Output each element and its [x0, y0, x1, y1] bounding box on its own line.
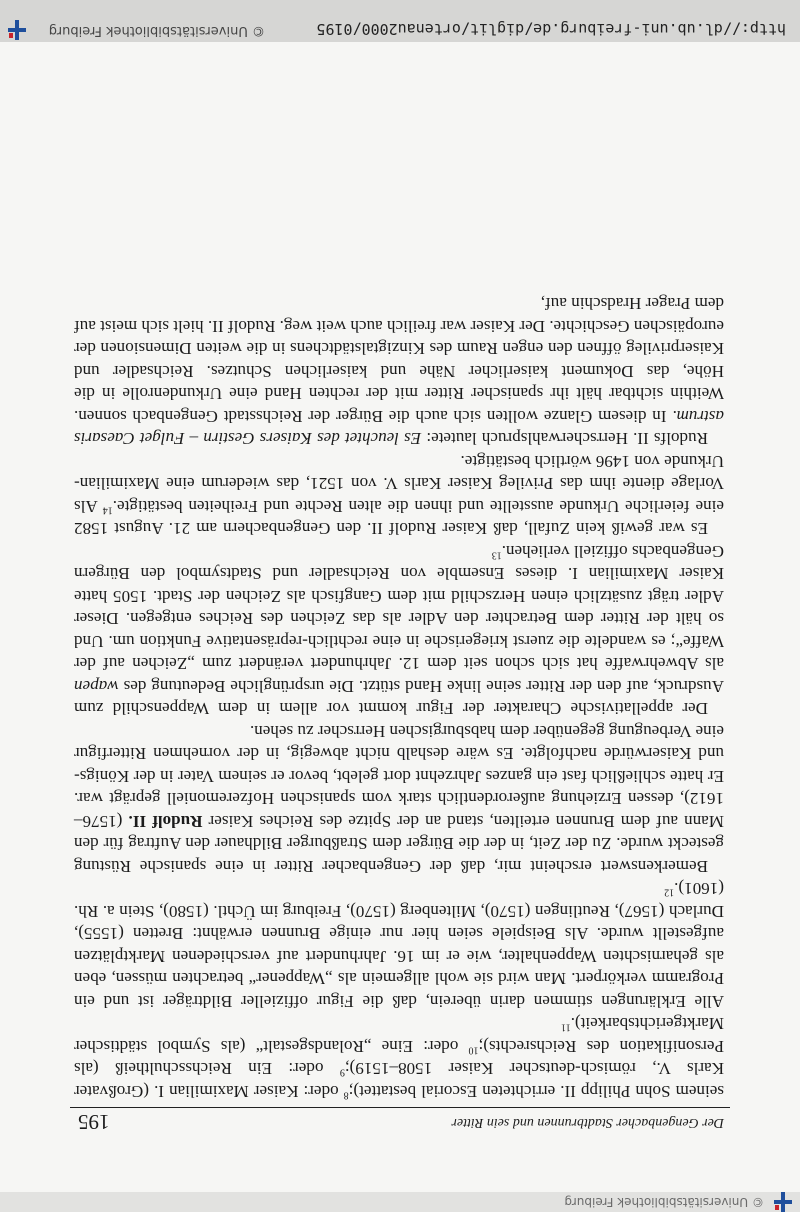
text-run: oder: Eine „Rolandsgestalt“ (als Symbol städtischer Marktgerichtsbarkeit). — [74, 1014, 724, 1056]
ub-freiburg-logo-icon — [8, 20, 26, 40]
text-run: Als Vorlage diente ihm das Privileg Kaiser Karls V. von 1521, das wiederum eine Maximilian-Urkunde von 1496 wörtlich bestätigte. — [73, 452, 724, 516]
text-run: oder: Kaiser Maximilian I. (Großvater Karls V., römisch-deutscher Kaiser 1508–1519); — [74, 1059, 724, 1101]
paragraph — [74, 540, 724, 720]
text-run: Alle Erklärungen stimmen darin überein, daß die Figur offizieller Bildträger ist und ein Programm verkörpert. Man wird sie wohl allgemein als „Wappener“ betrachten müssen, eben als geharnischten Wappenhalter, wie er im 16. Jahrhundert auf verschiedenen Marktplätzen aufgestellt wurde. Als Beispiele seien hier nur einige Brunnen erwähnt: Bretten (1555), Durlach (1567), Reutlingen (1570), Miltenberg (1570), Freiburg im Üchtl. (1580), Stein a. Rh. (1601). — [74, 879, 724, 1011]
footnote-ref: 10 — [468, 1044, 479, 1056]
top-copyright: © Universitätsbibliothek Freiburg — [564, 1195, 764, 1209]
footnote-ref: 11 — [561, 1022, 571, 1034]
footer-bar — [0, 0, 800, 42]
text-run: Bemerkenswert erscheint mir, daß der Gengenbacher Ritter in eine spanische Rüstung gesteckt wurde. Zu der Zeit, in der die Bürger dem Straßburger Bildhauer den Auftrag für den Mann auf dem Brunnen erteilten, stand an der Spitze des Reiches Kaiser — [74, 812, 724, 876]
top-strip — [0, 1192, 800, 1212]
text-run: (1576–1612), dessen Erziehung außerordentlich stark vom spanischen Hofzeremoniell geprägt war. Er hatte schließlich fast ein ganzes Jahrzehnt dort gelebt, bevor er seinem Vater in der Königs- und Kaiserwürde nachfolgte. Es wäre deshalb nicht abwegig, in der vornehmen Ritterfigur eine Verbeugung gegenüber dem habsburgischen Herrscher zu sehen. — [73, 722, 724, 831]
ub-freiburg-logo-icon — [774, 1192, 792, 1212]
running-header — [70, 1107, 730, 1132]
footer-copyright: © Universitätsbibliothek Freiburg — [48, 23, 265, 38]
paragraph — [74, 720, 724, 878]
source-url-link[interactable]: http://dl.ub.uni-freiburg.de/diglit/ortenau2000/0195 — [316, 20, 786, 38]
page-number: 195 — [78, 1110, 110, 1134]
footnote-ref: 9 — [339, 1067, 345, 1079]
text-run: Rudolfs II. Herrscherwahlspruch lautete: — [421, 429, 708, 449]
italic-text: wapen — [74, 677, 119, 696]
footnote-ref: 8 — [343, 1089, 349, 1101]
text-run: oder: Ein Reichsschultheiß (als Personifikation des Reichsrechts); — [74, 1037, 724, 1079]
paragraph — [74, 877, 724, 1012]
italic-text: Es leuchtet des Kaisers Gestirn – Fulget Caesaris astrum. — [73, 407, 724, 449]
bold-text: Rudolf II. — [128, 812, 203, 831]
text-run: Der appellativische Charakter der Figur kommt vor allem in dem Wappenschild zum Ausdruck, auf den der Ritter seine linke Hand stützt. Die ursprüngliche Bedeutung des — [74, 677, 724, 719]
text-run: Es war gewiß kein Zufall, daß Kaiser Rudolf II. den Gengenbachern am 21. August 1582 eine feierliche Urkunde ausstellte und ihnen die alten Rechte und Freiheiten bestätigte. — [74, 497, 724, 539]
text-run: als Abwehrwaffe hat sich schon seit dem 12. Jahrhundert verändert zum „Zeichen auf der Waffe“; es wandelte die zuerst kriegerische in eine rechtlich-repräsentative Funktion um. Und so hält der Ritter dem Betrachter den Adler als das Zeichen des Reiches entgegen. Dieser Adler trägt zusätzlich einen Herzschild mit dem Gangfisch als Zeichen der Stadt. 1505 hatte Kaiser Maximilian I. dieses Ensemble von Reichsadler und Stadtsymbol den Bürgern Gengenbachs offiziell verliehen. — [74, 542, 724, 674]
paragraph — [74, 292, 724, 450]
footnote-ref: 14 — [102, 504, 113, 516]
paragraph — [74, 450, 724, 540]
body-text — [74, 292, 724, 1102]
running-head: Der Gengenbacher Stadtbrunnen und sein Ritter — [451, 1115, 724, 1130]
footnote-ref: 12 — [664, 887, 675, 899]
text-run: In diesem Glanze wollten sich auch die Bürger der Reichsstadt Gengenbach sonnen. Weithin sichtbar hält ihr spanischer Ritter mit der rechten Hand eine Urkundenrolle in die Höhe, das Dokument kaiserlicher Nähe und kaiserlichen Schutzes. Reichsadler und Kaiserprivileg öffnen den engen Raum des Kinzigtalstädtchens in die weiten Dimensionen der europäischen Geschichte. Der Kaiser war freilich auch weit weg. Rudolf II. hielt sich meist auf dem Prager Hradschin auf, — [74, 294, 724, 426]
footnote-ref: 13 — [491, 549, 502, 561]
paragraph — [74, 1012, 724, 1102]
text-run: seinem Sohn Philipp II. errichteten Escorial bestattet); — [348, 1082, 724, 1101]
